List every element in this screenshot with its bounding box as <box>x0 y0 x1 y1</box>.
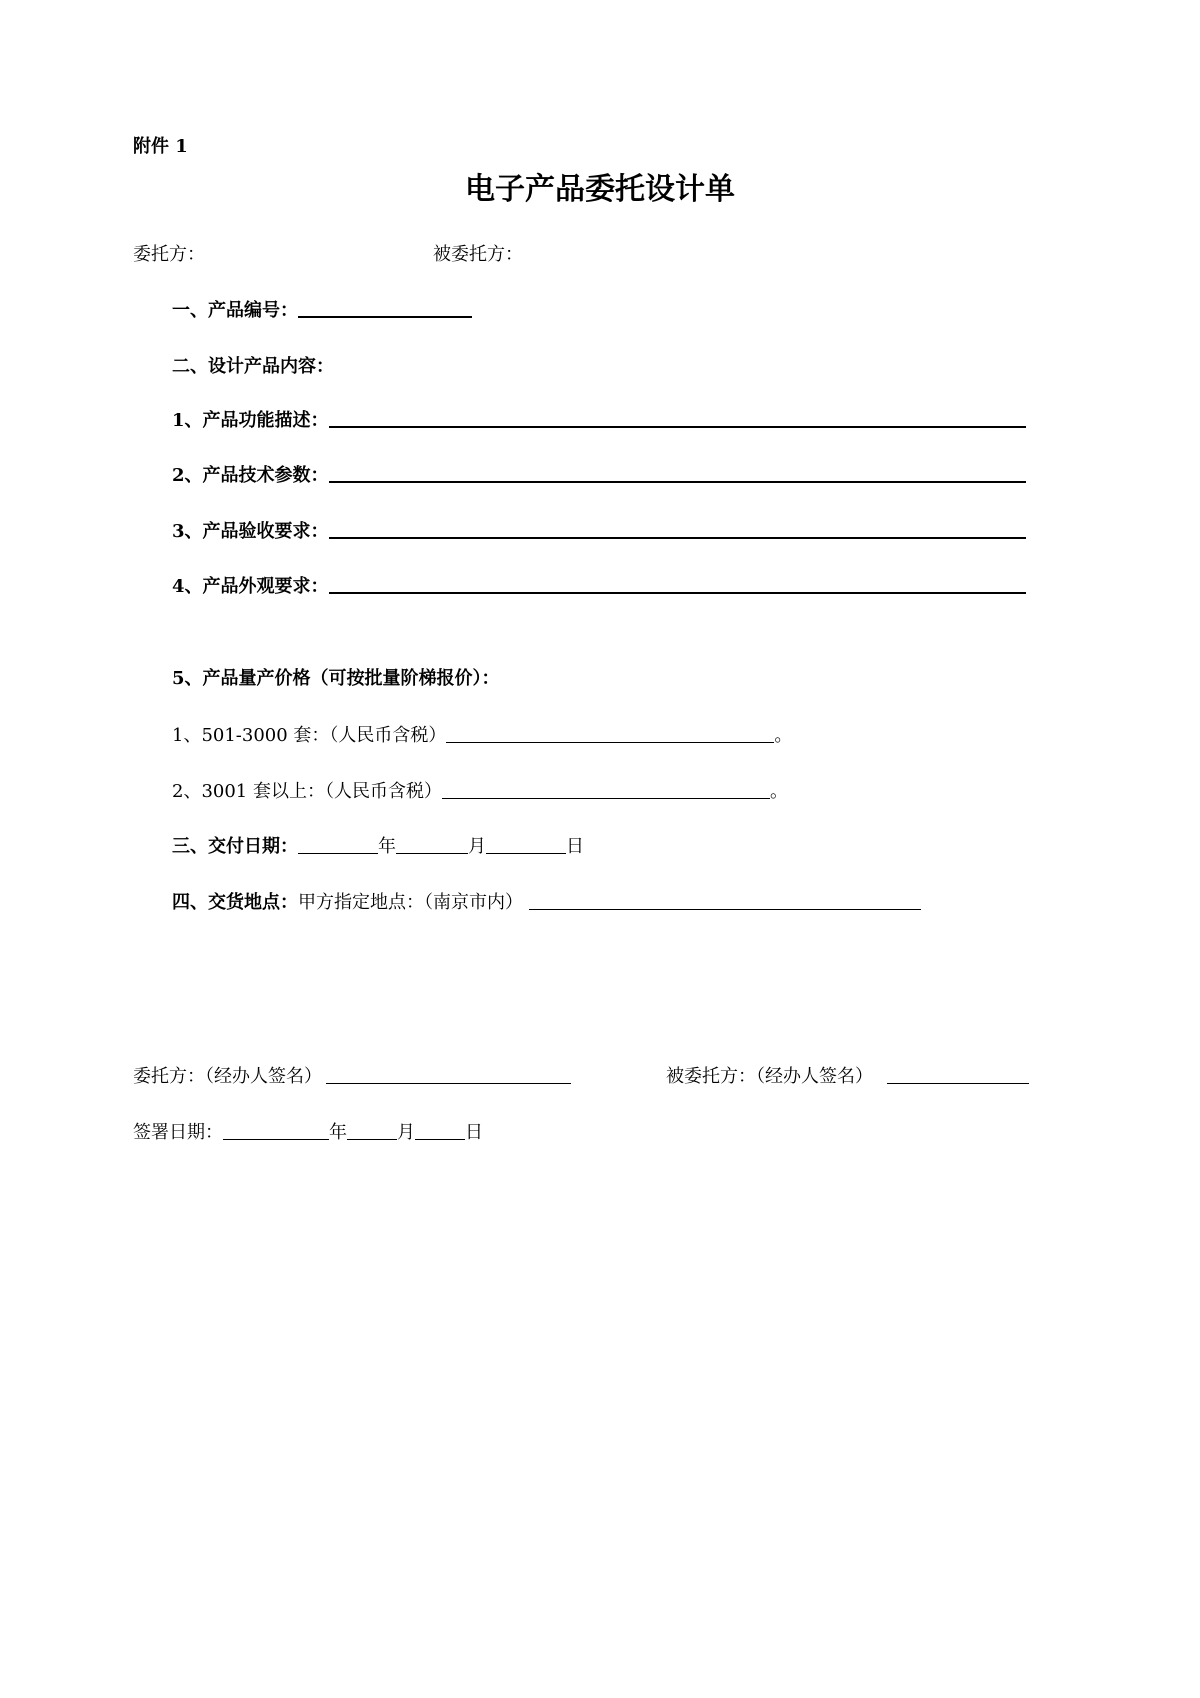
price-tier-1-label: 1、501-3000 套：（人民币含税） <box>172 725 447 746</box>
price-tier-2-row <box>172 783 788 801</box>
delivery-month-label: 月 <box>468 836 486 857</box>
delivery-year-label: 年 <box>378 836 396 857</box>
price-tier-2-end: 。 <box>769 781 788 802</box>
signing-date-label: 签署日期： <box>133 1122 223 1143</box>
item-acceptance-row <box>172 523 1026 541</box>
price-tier-1-row <box>172 727 792 745</box>
signing-year-label: 年 <box>329 1122 347 1143</box>
signing-date-row <box>133 1124 483 1142</box>
price-tier-1-end: 。 <box>774 725 793 746</box>
delivery-location-label: 四、交货地点： <box>172 892 298 913</box>
signing-day-field[interactable] <box>415 1139 465 1140</box>
item-tech-params-row <box>172 467 1026 485</box>
delivery-date-label: 三、交付日期： <box>172 836 298 857</box>
contractor-signature-label: 被委托方：（经办人签名） <box>666 1066 873 1087</box>
signing-month-label: 月 <box>397 1122 415 1143</box>
price-tier-2-label: 2、3001 套以上：（人民币含税） <box>172 781 442 802</box>
delivery-location-text: 甲方指定地点：（南京市内） <box>298 892 523 913</box>
delivery-month-field[interactable] <box>396 853 468 854</box>
item-function-label: 1、产品功能描述： <box>172 410 329 431</box>
item-appearance-label: 4、产品外观要求： <box>172 576 329 597</box>
delivery-date-row <box>172 838 584 856</box>
delivery-day-label: 日 <box>566 836 584 857</box>
signing-year-field[interactable] <box>223 1139 329 1140</box>
attachment-label: 附件 1 <box>133 136 188 157</box>
client-signature-row <box>133 1068 571 1086</box>
signing-month-field[interactable] <box>347 1139 397 1140</box>
product-number-row <box>172 302 472 320</box>
item-appearance-row <box>172 578 1026 596</box>
product-number-field[interactable] <box>298 316 472 318</box>
client-signature-label: 委托方：（经办人签名） <box>133 1066 322 1087</box>
delivery-location-row <box>172 894 921 912</box>
delivery-year-field[interactable] <box>298 853 378 854</box>
price-tier-2-field[interactable] <box>442 798 770 799</box>
client-signature-field[interactable] <box>326 1083 571 1084</box>
document-title: 电子产品委托设计单 <box>465 172 735 207</box>
delivery-day-field[interactable] <box>486 853 566 854</box>
price-tier-1-field[interactable] <box>446 742 774 743</box>
contractor-label: 被委托方： <box>433 244 523 265</box>
client-label: 委托方： <box>133 244 205 265</box>
delivery-location-field[interactable] <box>529 909 921 910</box>
item-acceptance-field[interactable] <box>329 537 1026 539</box>
contractor-signature-row <box>666 1068 1029 1086</box>
item-tech-params-field[interactable] <box>329 481 1026 483</box>
design-content-heading: 二、设计产品内容： <box>172 356 334 377</box>
signing-day-label: 日 <box>465 1122 483 1143</box>
item-function-row <box>172 412 1026 430</box>
item-price-heading: 5、产品量产价格（可按批量阶梯报价）： <box>172 668 500 689</box>
item-function-field[interactable] <box>329 426 1026 428</box>
product-number-label: 一、产品编号： <box>172 300 298 321</box>
item-acceptance-label: 3、产品验收要求： <box>172 521 329 542</box>
item-tech-params-label: 2、产品技术参数： <box>172 465 329 486</box>
contractor-signature-field[interactable] <box>887 1083 1029 1084</box>
item-appearance-field[interactable] <box>329 592 1026 594</box>
